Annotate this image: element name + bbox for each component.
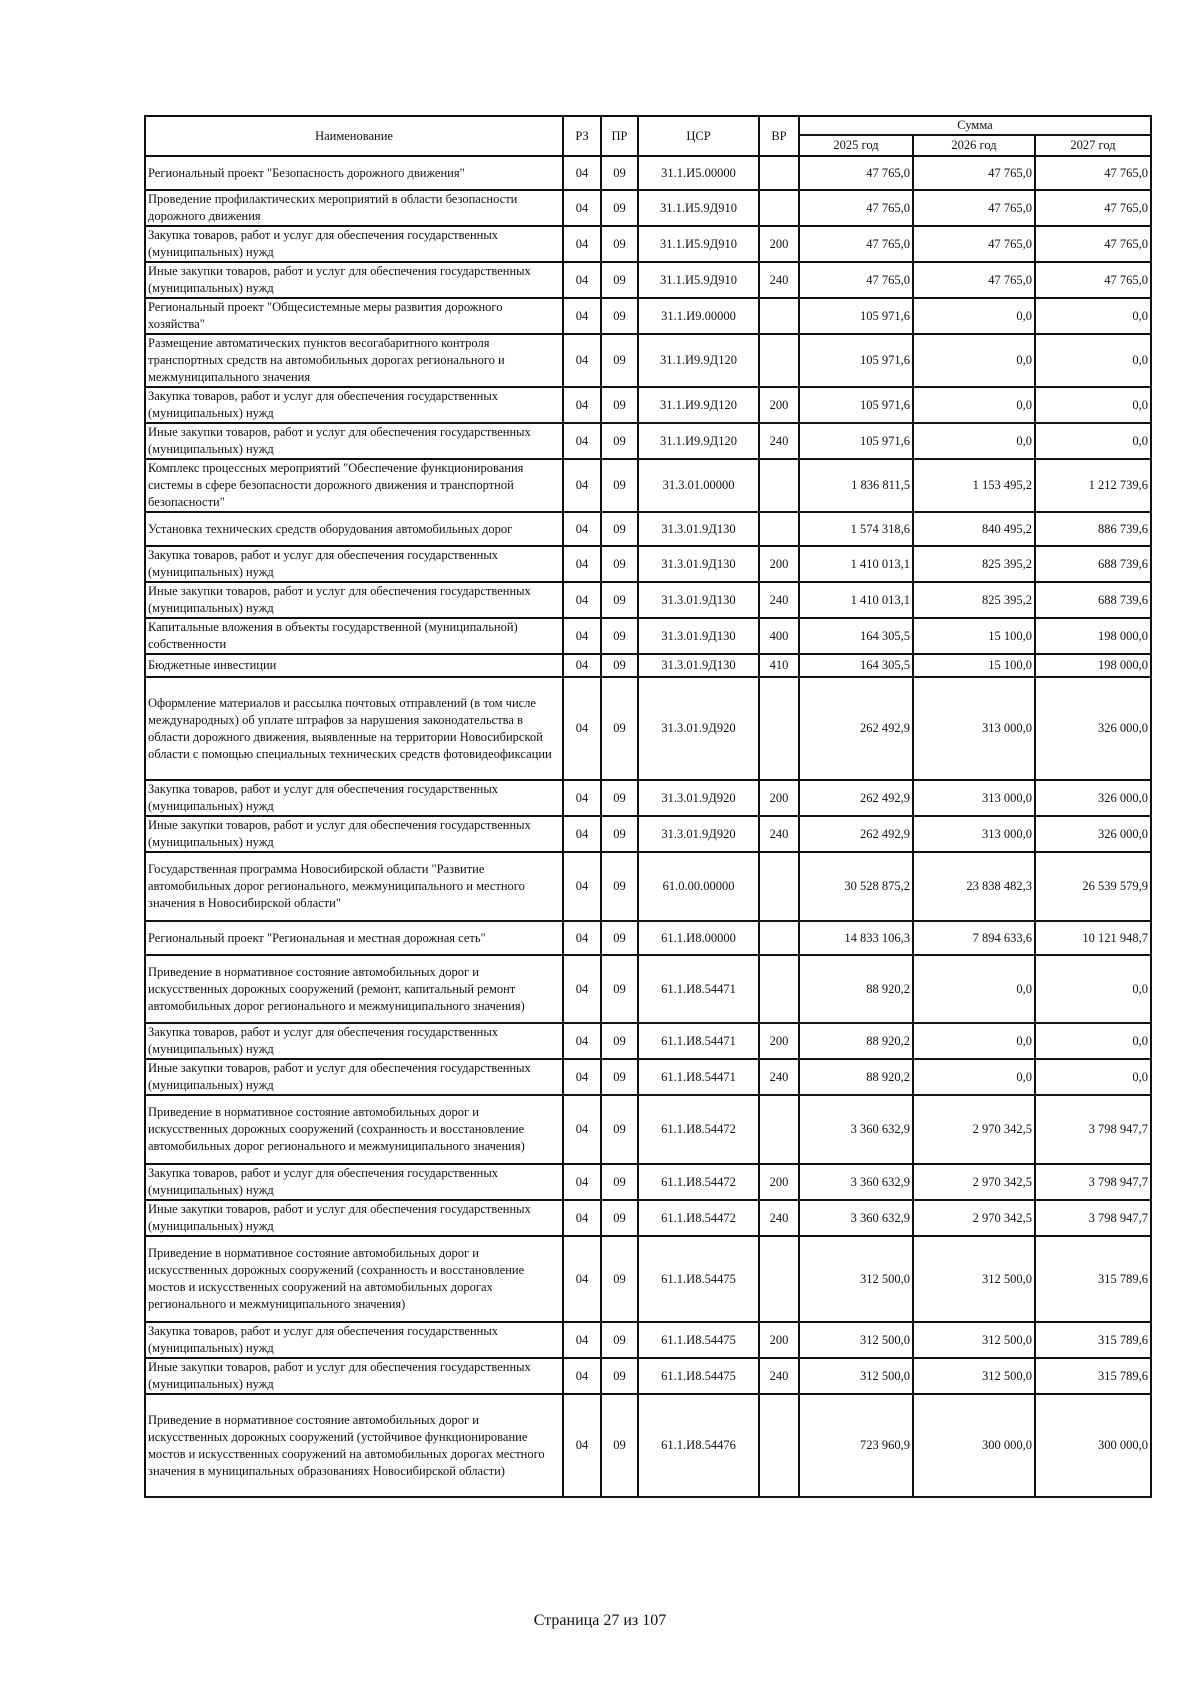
row-name: Закупка товаров, работ и услуг для обеспечения государственных (муниципальных) нужд — [145, 780, 563, 816]
row-name: Закупка товаров, работ и услуг для обеспечения государственных (муниципальных) нужд — [145, 387, 563, 423]
row-rz: 04 — [563, 226, 601, 262]
row-vr: 200 — [759, 226, 799, 262]
row-name: Приведение в нормативное состояние автомобильных дорог и искусственных дорожных сооружений (сохранность и восстановление мостов и искусственных сооружений на автомобильных дорогах регионального и межмуниципального значения) — [145, 1236, 563, 1322]
row-csr: 61.1.И8.54471 — [638, 955, 759, 1023]
row-csr: 61.1.И8.54475 — [638, 1358, 759, 1394]
row-csr: 31.3.01.9Д130 — [638, 546, 759, 582]
header-pr: ПР — [601, 116, 638, 156]
table-row — [145, 1059, 1151, 1095]
row-rz: 04 — [563, 1059, 601, 1095]
row-rz: 04 — [563, 852, 601, 921]
row-csr: 31.1.И5.9Д910 — [638, 226, 759, 262]
row-vr — [759, 459, 799, 512]
row-pr: 09 — [601, 262, 638, 298]
row-vr: 240 — [759, 582, 799, 618]
row-amount-2026: 840 495,2 — [913, 512, 1035, 546]
row-csr: 61.1.И8.54471 — [638, 1059, 759, 1095]
row-amount-2025: 164 305,5 — [799, 654, 913, 677]
row-name: Приведение в нормативное состояние автомобильных дорог и искусственных дорожных сооружений (сохранность и восстановление автомобильных дорог регионального и межмуниципального значения) — [145, 1095, 563, 1164]
row-amount-2027: 315 789,6 — [1035, 1322, 1151, 1358]
row-pr: 09 — [601, 226, 638, 262]
row-name: Приведение в нормативное состояние автомобильных дорог и искусственных дорожных сооружений (ремонт, капитальный ремонт автомобильных дорог регионального и межмуниципального значения) — [145, 955, 563, 1023]
row-csr: 31.1.И9.9Д120 — [638, 334, 759, 387]
row-name: Закупка товаров, работ и услуг для обеспечения государственных (муниципальных) нужд — [145, 1023, 563, 1059]
row-amount-2025: 47 765,0 — [799, 156, 913, 190]
row-vr: 240 — [759, 1059, 799, 1095]
row-amount-2025: 105 971,6 — [799, 298, 913, 334]
row-amount-2026: 0,0 — [913, 955, 1035, 1023]
row-amount-2027: 47 765,0 — [1035, 226, 1151, 262]
row-csr: 31.3.01.00000 — [638, 459, 759, 512]
row-vr — [759, 334, 799, 387]
header-year-2026: 2026 год — [913, 135, 1035, 156]
row-vr: 200 — [759, 780, 799, 816]
row-rz: 04 — [563, 156, 601, 190]
row-amount-2025: 723 960,9 — [799, 1394, 913, 1497]
row-vr — [759, 955, 799, 1023]
table-row — [145, 226, 1151, 262]
row-amount-2025: 262 492,9 — [799, 816, 913, 852]
row-csr: 61.1.И8.54472 — [638, 1200, 759, 1236]
row-amount-2026: 313 000,0 — [913, 780, 1035, 816]
row-vr: 240 — [759, 1200, 799, 1236]
row-amount-2025: 88 920,2 — [799, 955, 913, 1023]
row-vr: 240 — [759, 816, 799, 852]
row-csr: 61.1.И8.00000 — [638, 921, 759, 955]
row-pr: 09 — [601, 852, 638, 921]
row-amount-2026: 312 500,0 — [913, 1358, 1035, 1394]
row-amount-2027: 326 000,0 — [1035, 780, 1151, 816]
row-amount-2027: 0,0 — [1035, 387, 1151, 423]
row-csr: 61.0.00.00000 — [638, 852, 759, 921]
row-amount-2027: 688 739,6 — [1035, 546, 1151, 582]
row-vr: 200 — [759, 1023, 799, 1059]
row-amount-2027: 0,0 — [1035, 298, 1151, 334]
table-row — [145, 459, 1151, 512]
row-rz: 04 — [563, 816, 601, 852]
table-row — [145, 1322, 1151, 1358]
row-pr: 09 — [601, 955, 638, 1023]
row-amount-2027: 0,0 — [1035, 1059, 1151, 1095]
row-pr: 09 — [601, 921, 638, 955]
table-row — [145, 780, 1151, 816]
row-amount-2027: 198 000,0 — [1035, 618, 1151, 654]
row-amount-2027: 1 212 739,6 — [1035, 459, 1151, 512]
row-amount-2025: 3 360 632,9 — [799, 1095, 913, 1164]
row-rz: 04 — [563, 654, 601, 677]
row-pr: 09 — [601, 1322, 638, 1358]
row-name: Закупка товаров, работ и услуг для обеспечения государственных (муниципальных) нужд — [145, 1164, 563, 1200]
row-pr: 09 — [601, 334, 638, 387]
row-amount-2026: 312 500,0 — [913, 1236, 1035, 1322]
row-name: Закупка товаров, работ и услуг для обеспечения государственных (муниципальных) нужд — [145, 226, 563, 262]
row-amount-2025: 105 971,6 — [799, 334, 913, 387]
row-amount-2027: 3 798 947,7 — [1035, 1164, 1151, 1200]
row-amount-2027: 3 798 947,7 — [1035, 1095, 1151, 1164]
row-rz: 04 — [563, 1023, 601, 1059]
row-amount-2026: 2 970 342,5 — [913, 1200, 1035, 1236]
row-rz: 04 — [563, 387, 601, 423]
row-amount-2026: 15 100,0 — [913, 618, 1035, 654]
row-pr: 09 — [601, 582, 638, 618]
row-name: Иные закупки товаров, работ и услуг для обеспечения государственных (муниципальных) нужд — [145, 816, 563, 852]
row-csr: 31.3.01.9Д920 — [638, 677, 759, 780]
row-amount-2026: 825 395,2 — [913, 582, 1035, 618]
table-row — [145, 654, 1151, 677]
row-pr: 09 — [601, 423, 638, 459]
row-csr: 31.3.01.9Д920 — [638, 780, 759, 816]
row-amount-2026: 312 500,0 — [913, 1322, 1035, 1358]
row-vr — [759, 1236, 799, 1322]
row-amount-2027: 0,0 — [1035, 955, 1151, 1023]
row-amount-2026: 47 765,0 — [913, 156, 1035, 190]
row-name: Закупка товаров, работ и услуг для обеспечения государственных (муниципальных) нужд — [145, 546, 563, 582]
budget-table — [144, 115, 1152, 1498]
row-amount-2026: 0,0 — [913, 298, 1035, 334]
table-row — [145, 582, 1151, 618]
row-vr: 240 — [759, 1358, 799, 1394]
table-row — [145, 423, 1151, 459]
row-rz: 04 — [563, 262, 601, 298]
row-amount-2025: 312 500,0 — [799, 1322, 913, 1358]
row-amount-2026: 313 000,0 — [913, 816, 1035, 852]
row-amount-2025: 1 410 013,1 — [799, 582, 913, 618]
row-name: Региональный проект "Региональная и местная дорожная сеть" — [145, 921, 563, 955]
row-name: Иные закупки товаров, работ и услуг для обеспечения государственных (муниципальных) нужд — [145, 1059, 563, 1095]
row-rz: 04 — [563, 618, 601, 654]
row-amount-2027: 3 798 947,7 — [1035, 1200, 1151, 1236]
row-rz: 04 — [563, 677, 601, 780]
row-vr: 200 — [759, 546, 799, 582]
row-name: Иные закупки товаров, работ и услуг для обеспечения государственных (муниципальных) нужд — [145, 1200, 563, 1236]
table-row — [145, 546, 1151, 582]
table-body — [145, 156, 1151, 1497]
table-header — [145, 116, 1151, 156]
header-csr: ЦСР — [638, 116, 759, 156]
row-rz: 04 — [563, 298, 601, 334]
row-pr: 09 — [601, 618, 638, 654]
table-row — [145, 1023, 1151, 1059]
row-amount-2025: 47 765,0 — [799, 226, 913, 262]
row-rz: 04 — [563, 1095, 601, 1164]
row-amount-2026: 0,0 — [913, 423, 1035, 459]
row-name: Закупка товаров, работ и услуг для обеспечения государственных (муниципальных) нужд — [145, 1322, 563, 1358]
row-amount-2026: 1 153 495,2 — [913, 459, 1035, 512]
row-csr: 31.3.01.9Д130 — [638, 582, 759, 618]
row-rz: 04 — [563, 1200, 601, 1236]
row-rz: 04 — [563, 1358, 601, 1394]
row-pr: 09 — [601, 677, 638, 780]
row-vr: 410 — [759, 654, 799, 677]
row-rz: 04 — [563, 582, 601, 618]
row-amount-2027: 47 765,0 — [1035, 156, 1151, 190]
row-pr: 09 — [601, 512, 638, 546]
row-amount-2027: 0,0 — [1035, 423, 1151, 459]
table-row — [145, 618, 1151, 654]
row-amount-2027: 10 121 948,7 — [1035, 921, 1151, 955]
row-pr: 09 — [601, 190, 638, 226]
row-amount-2025: 30 528 875,2 — [799, 852, 913, 921]
table-row — [145, 298, 1151, 334]
row-amount-2026: 2 970 342,5 — [913, 1095, 1035, 1164]
row-pr: 09 — [601, 780, 638, 816]
row-name: Государственная программа Новосибирской области "Развитие автомобильных дорог регионального, межмуниципального и местного значения в Новосибирской области" — [145, 852, 563, 921]
table-row — [145, 334, 1151, 387]
row-amount-2025: 312 500,0 — [799, 1236, 913, 1322]
row-rz: 04 — [563, 334, 601, 387]
table-row — [145, 1200, 1151, 1236]
row-csr: 31.1.И9.9Д120 — [638, 423, 759, 459]
row-amount-2027: 198 000,0 — [1035, 654, 1151, 677]
row-pr: 09 — [601, 298, 638, 334]
row-rz: 04 — [563, 780, 601, 816]
row-pr: 09 — [601, 546, 638, 582]
header-rz: РЗ — [563, 116, 601, 156]
row-vr — [759, 921, 799, 955]
row-amount-2026: 0,0 — [913, 1023, 1035, 1059]
row-csr: 31.3.01.9Д920 — [638, 816, 759, 852]
row-vr — [759, 677, 799, 780]
header-year-2027: 2027 год — [1035, 135, 1151, 156]
row-rz: 04 — [563, 512, 601, 546]
row-csr: 31.1.И5.9Д910 — [638, 262, 759, 298]
row-amount-2025: 105 971,6 — [799, 423, 913, 459]
header-sum: Сумма — [799, 116, 1151, 135]
table-row — [145, 1394, 1151, 1497]
row-amount-2026: 0,0 — [913, 1059, 1035, 1095]
row-amount-2025: 88 920,2 — [799, 1059, 913, 1095]
header-year-2025: 2025 год — [799, 135, 913, 156]
row-name: Оформление материалов и рассылка почтовых отправлений (в том числе международных) об уплате штрафов за нарушения законодательства в области дорожного движения, выявленные на территории Новосибирской области с помощью специальных технических средств фотовидеофиксации — [145, 677, 563, 780]
row-vr: 240 — [759, 262, 799, 298]
row-rz: 04 — [563, 423, 601, 459]
row-amount-2026: 23 838 482,3 — [913, 852, 1035, 921]
row-pr: 09 — [601, 1059, 638, 1095]
row-rz: 04 — [563, 921, 601, 955]
table-row — [145, 677, 1151, 780]
table-row — [145, 387, 1151, 423]
row-vr — [759, 852, 799, 921]
row-amount-2025: 14 833 106,3 — [799, 921, 913, 955]
row-amount-2025: 88 920,2 — [799, 1023, 913, 1059]
row-vr: 200 — [759, 1322, 799, 1358]
row-vr — [759, 156, 799, 190]
row-amount-2026: 7 894 633,6 — [913, 921, 1035, 955]
table-row — [145, 955, 1151, 1023]
row-csr: 31.1.И9.00000 — [638, 298, 759, 334]
row-amount-2026: 47 765,0 — [913, 226, 1035, 262]
row-pr: 09 — [601, 459, 638, 512]
row-amount-2027: 300 000,0 — [1035, 1394, 1151, 1497]
row-amount-2027: 47 765,0 — [1035, 190, 1151, 226]
row-amount-2025: 47 765,0 — [799, 190, 913, 226]
row-amount-2026: 15 100,0 — [913, 654, 1035, 677]
table-row — [145, 262, 1151, 298]
row-pr: 09 — [601, 654, 638, 677]
row-pr: 09 — [601, 1164, 638, 1200]
row-pr: 09 — [601, 1358, 638, 1394]
row-csr: 61.1.И8.54476 — [638, 1394, 759, 1497]
row-amount-2027: 326 000,0 — [1035, 816, 1151, 852]
row-name: Иные закупки товаров, работ и услуг для обеспечения государственных (муниципальных) нужд — [145, 1358, 563, 1394]
table-row — [145, 156, 1151, 190]
row-amount-2025: 3 360 632,9 — [799, 1164, 913, 1200]
row-rz: 04 — [563, 1322, 601, 1358]
row-amount-2026: 47 765,0 — [913, 190, 1035, 226]
row-rz: 04 — [563, 955, 601, 1023]
row-amount-2027: 0,0 — [1035, 334, 1151, 387]
header-vr: ВР — [759, 116, 799, 156]
row-csr: 61.1.И8.54475 — [638, 1322, 759, 1358]
row-pr: 09 — [601, 816, 638, 852]
row-csr: 31.3.01.9Д130 — [638, 654, 759, 677]
row-name: Иные закупки товаров, работ и услуг для обеспечения государственных (муниципальных) нужд — [145, 582, 563, 618]
row-amount-2027: 326 000,0 — [1035, 677, 1151, 780]
row-amount-2027: 26 539 579,9 — [1035, 852, 1151, 921]
row-amount-2026: 47 765,0 — [913, 262, 1035, 298]
row-vr — [759, 1394, 799, 1497]
row-amount-2026: 300 000,0 — [913, 1394, 1035, 1497]
row-amount-2025: 164 305,5 — [799, 618, 913, 654]
table-row — [145, 852, 1151, 921]
row-csr: 61.1.И8.54472 — [638, 1095, 759, 1164]
row-name: Размещение автоматических пунктов весогабаритного контроля транспортных средств на автомобильных дорогах регионального и межмуниципального значения — [145, 334, 563, 387]
row-name: Бюджетные инвестиции — [145, 654, 563, 677]
row-vr — [759, 1095, 799, 1164]
row-name: Иные закупки товаров, работ и услуг для обеспечения государственных (муниципальных) нужд — [145, 262, 563, 298]
row-amount-2026: 313 000,0 — [913, 677, 1035, 780]
row-csr: 31.1.И9.9Д120 — [638, 387, 759, 423]
row-pr: 09 — [601, 1095, 638, 1164]
row-amount-2025: 1 410 013,1 — [799, 546, 913, 582]
row-amount-2025: 105 971,6 — [799, 387, 913, 423]
row-csr: 31.3.01.9Д130 — [638, 618, 759, 654]
row-pr: 09 — [601, 1394, 638, 1497]
row-csr: 31.1.И5.00000 — [638, 156, 759, 190]
row-name: Приведение в нормативное состояние автомобильных дорог и искусственных дорожных сооружений (устойчивое функционирование мостов и искусственных сооружений на автомобильных дорогах местного значения в муниципальных образованиях Новосибирской области) — [145, 1394, 563, 1497]
row-name: Капитальные вложения в объекты государственной (муниципальной) собственности — [145, 618, 563, 654]
row-amount-2025: 3 360 632,9 — [799, 1200, 913, 1236]
row-amount-2026: 0,0 — [913, 387, 1035, 423]
row-rz: 04 — [563, 459, 601, 512]
row-rz: 04 — [563, 546, 601, 582]
row-amount-2025: 262 492,9 — [799, 677, 913, 780]
row-pr: 09 — [601, 1023, 638, 1059]
row-name: Проведение профилактических мероприятий в области безопасности дорожного движения — [145, 190, 563, 226]
table-row — [145, 921, 1151, 955]
table-row — [145, 1236, 1151, 1322]
row-amount-2027: 315 789,6 — [1035, 1358, 1151, 1394]
row-pr: 09 — [601, 1236, 638, 1322]
row-csr: 31.1.И5.9Д910 — [638, 190, 759, 226]
header-name: Наименование — [145, 116, 563, 156]
row-vr: 200 — [759, 387, 799, 423]
row-amount-2025: 1 574 318,6 — [799, 512, 913, 546]
table-row — [145, 190, 1151, 226]
table-row — [145, 1095, 1151, 1164]
row-amount-2025: 1 836 811,5 — [799, 459, 913, 512]
row-csr: 61.1.И8.54472 — [638, 1164, 759, 1200]
row-rz: 04 — [563, 190, 601, 226]
row-rz: 04 — [563, 1394, 601, 1497]
row-amount-2027: 688 739,6 — [1035, 582, 1151, 618]
row-name: Комплекс процессных мероприятий "Обеспечение функционирования системы в сфере безопасности дорожного движения и транспортной безопасности" — [145, 459, 563, 512]
row-vr: 400 — [759, 618, 799, 654]
row-amount-2027: 47 765,0 — [1035, 262, 1151, 298]
row-vr: 240 — [759, 423, 799, 459]
table-row — [145, 1164, 1151, 1200]
row-amount-2027: 886 739,6 — [1035, 512, 1151, 546]
row-vr — [759, 512, 799, 546]
row-rz: 04 — [563, 1164, 601, 1200]
row-vr: 200 — [759, 1164, 799, 1200]
row-csr: 61.1.И8.54471 — [638, 1023, 759, 1059]
table-row — [145, 512, 1151, 546]
row-csr: 61.1.И8.54475 — [638, 1236, 759, 1322]
row-vr — [759, 298, 799, 334]
row-amount-2027: 0,0 — [1035, 1023, 1151, 1059]
row-amount-2026: 0,0 — [913, 334, 1035, 387]
row-name: Установка технических средств оборудования автомобильных дорог — [145, 512, 563, 546]
row-pr: 09 — [601, 156, 638, 190]
row-rz: 04 — [563, 1236, 601, 1322]
row-pr: 09 — [601, 1200, 638, 1236]
page-footer — [0, 1612, 1200, 1630]
table-row — [145, 1358, 1151, 1394]
table-row — [145, 816, 1151, 852]
row-amount-2027: 315 789,6 — [1035, 1236, 1151, 1322]
row-vr — [759, 190, 799, 226]
row-amount-2026: 2 970 342,5 — [913, 1164, 1035, 1200]
page-number: Страница 27 из 107 — [533, 1612, 667, 1629]
row-name: Иные закупки товаров, работ и услуг для обеспечения государственных (муниципальных) нужд — [145, 423, 563, 459]
row-pr: 09 — [601, 387, 638, 423]
row-name: Региональный проект "Безопасность дорожного движения" — [145, 156, 563, 190]
row-name: Региональный проект "Общесистемные меры развития дорожного хозяйства" — [145, 298, 563, 334]
row-csr: 31.3.01.9Д130 — [638, 512, 759, 546]
row-amount-2025: 312 500,0 — [799, 1358, 913, 1394]
row-amount-2025: 262 492,9 — [799, 780, 913, 816]
row-amount-2026: 825 395,2 — [913, 546, 1035, 582]
row-amount-2025: 47 765,0 — [799, 262, 913, 298]
